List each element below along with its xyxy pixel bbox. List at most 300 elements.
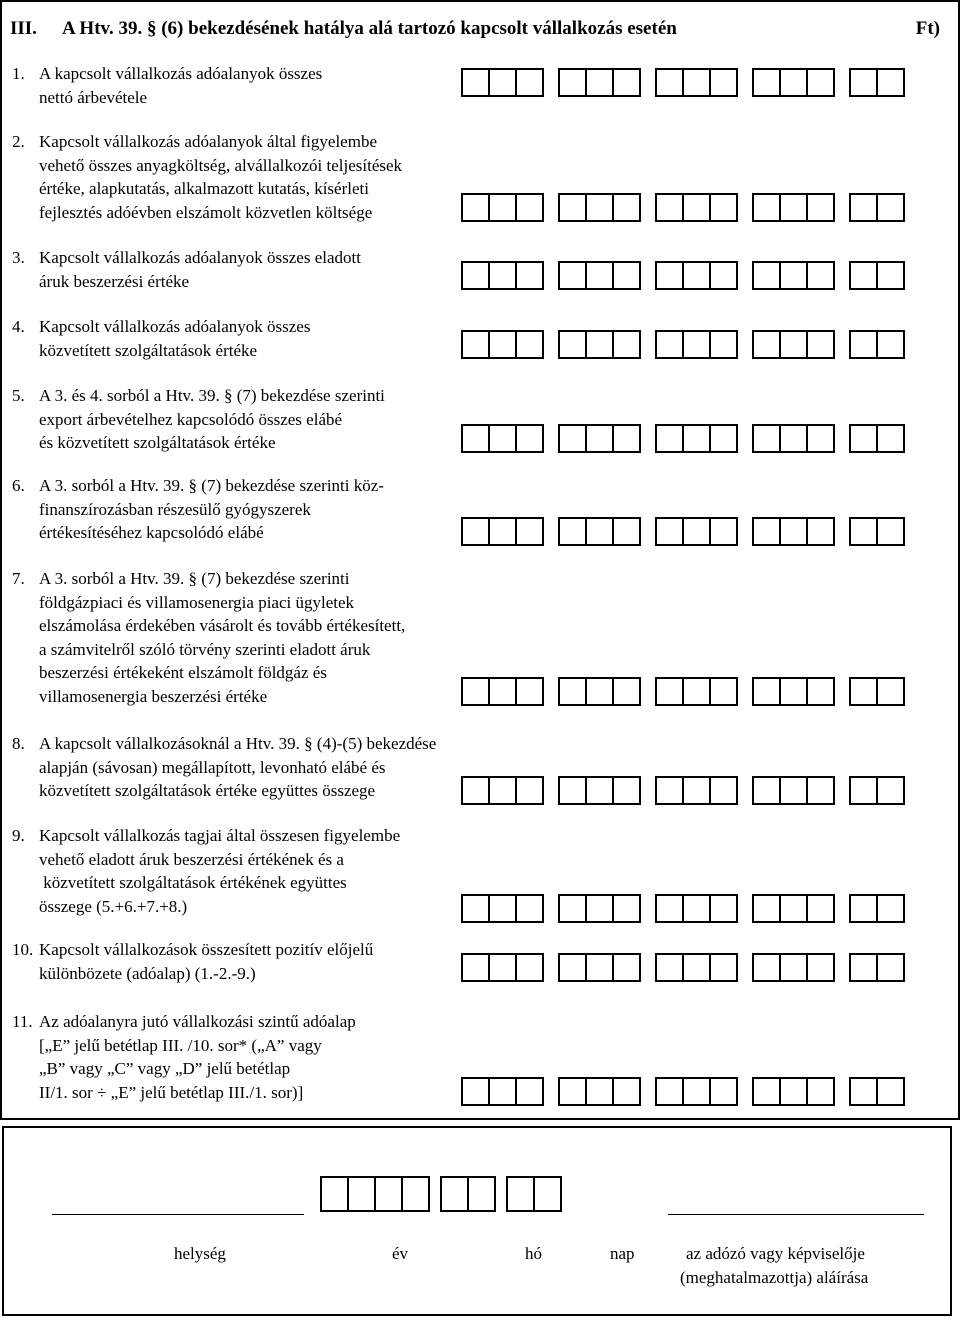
digit-box[interactable] bbox=[682, 776, 711, 805]
row-3-amount-boxes bbox=[461, 261, 905, 289]
section-title: A Htv. 39. § (6) bekezdésének hatálya alá tartozó kapcsolt vállalkozás esetén bbox=[62, 18, 677, 39]
digit-box[interactable] bbox=[488, 261, 517, 290]
digit-group bbox=[558, 517, 641, 545]
digit-box[interactable] bbox=[876, 517, 905, 546]
digit-box[interactable] bbox=[461, 424, 490, 453]
row-9-amount-boxes bbox=[461, 894, 905, 922]
digit-group bbox=[558, 68, 641, 96]
digit-box[interactable] bbox=[558, 894, 587, 923]
digit-box[interactable] bbox=[849, 953, 878, 982]
digit-box[interactable] bbox=[515, 330, 544, 359]
row-description-line: A 3. és 4. sorból a Htv. 39. § (7) bekezdése szerinti bbox=[39, 386, 385, 405]
row-number: 9. bbox=[12, 826, 25, 845]
digit-group bbox=[655, 677, 738, 705]
digit-group bbox=[752, 677, 835, 705]
digit-box[interactable] bbox=[876, 330, 905, 359]
digit-box[interactable] bbox=[461, 261, 490, 290]
digit-box[interactable] bbox=[612, 953, 641, 982]
digit-box[interactable] bbox=[709, 1077, 738, 1106]
row-number: 5. bbox=[12, 386, 25, 405]
digit-group bbox=[461, 261, 544, 289]
digit-box[interactable] bbox=[806, 68, 835, 97]
digit-box[interactable] bbox=[682, 330, 711, 359]
digit-group bbox=[752, 953, 835, 981]
digit-group bbox=[849, 953, 905, 981]
digit-box[interactable] bbox=[655, 894, 684, 923]
row-description-line: áruk beszerzési értéke bbox=[39, 271, 190, 291]
digit-box[interactable] bbox=[612, 677, 641, 706]
digit-box[interactable] bbox=[806, 953, 835, 982]
digit-box[interactable] bbox=[752, 953, 781, 982]
row-description bbox=[39, 938, 479, 985]
year-label: év bbox=[392, 1244, 409, 1263]
digit-box[interactable] bbox=[806, 193, 835, 222]
digit-box[interactable] bbox=[806, 424, 835, 453]
digit-box[interactable] bbox=[682, 1077, 711, 1106]
row-number: 7. bbox=[12, 569, 25, 588]
row-description-line: Kapcsolt vállalkozás adóalanyok összes eladott bbox=[39, 248, 361, 267]
digit-box[interactable] bbox=[709, 517, 738, 546]
digit-box[interactable] bbox=[806, 330, 835, 359]
digit-box[interactable] bbox=[585, 953, 614, 982]
digit-box[interactable] bbox=[585, 1077, 614, 1106]
row-description-line: fejlesztés adóévben elszámolt közvetlen költsége bbox=[39, 202, 373, 222]
row-description-line: II/1. sor ÷ „E” jelű betétlap III./1. sor)] bbox=[39, 1082, 304, 1102]
digit-box[interactable] bbox=[849, 330, 878, 359]
digit-group bbox=[849, 261, 905, 289]
row-description bbox=[39, 567, 479, 708]
row-description bbox=[39, 474, 479, 545]
digit-group bbox=[655, 261, 738, 289]
row-description-line: Kapcsolt vállalkozás adóalanyok által figyelembe bbox=[39, 132, 377, 151]
digit-box[interactable] bbox=[585, 776, 614, 805]
digit-box[interactable] bbox=[461, 776, 490, 805]
year-digit-box[interactable] bbox=[320, 1176, 349, 1212]
digit-box[interactable] bbox=[515, 193, 544, 222]
row-description-line: földgázpiaci és villamosenergia piaci ügyletek bbox=[39, 592, 355, 612]
row-number: 4. bbox=[12, 317, 25, 336]
digit-group bbox=[849, 68, 905, 96]
digit-box[interactable] bbox=[752, 894, 781, 923]
digit-group bbox=[849, 424, 905, 452]
digit-box[interactable] bbox=[461, 68, 490, 97]
digit-group bbox=[849, 1077, 905, 1105]
digit-box[interactable] bbox=[709, 776, 738, 805]
digit-group bbox=[461, 517, 544, 545]
digit-box[interactable] bbox=[488, 424, 517, 453]
digit-box[interactable] bbox=[655, 677, 684, 706]
row-description-line: értéke, alapkutatás, alkalmazott kutatás, kísérleti bbox=[39, 179, 369, 198]
digit-box[interactable] bbox=[752, 424, 781, 453]
digit-box[interactable] bbox=[461, 193, 490, 222]
digit-box[interactable] bbox=[682, 894, 711, 923]
digit-box[interactable] bbox=[655, 68, 684, 97]
digit-box[interactable] bbox=[709, 193, 738, 222]
digit-box[interactable] bbox=[849, 517, 878, 546]
digit-box[interactable] bbox=[876, 1077, 905, 1106]
digit-box[interactable] bbox=[779, 1077, 808, 1106]
row-description-line: közvetített szolgáltatások értéke bbox=[39, 340, 258, 360]
digit-box[interactable] bbox=[612, 68, 641, 97]
row-number: 11. bbox=[12, 1012, 33, 1031]
digit-box[interactable] bbox=[558, 68, 587, 97]
digit-box[interactable] bbox=[709, 68, 738, 97]
digit-box[interactable] bbox=[585, 677, 614, 706]
year-digit-box[interactable] bbox=[401, 1176, 430, 1212]
digit-group bbox=[558, 776, 641, 804]
digit-group bbox=[461, 894, 544, 922]
month-boxes bbox=[440, 1176, 496, 1212]
digit-box[interactable] bbox=[806, 776, 835, 805]
digit-group bbox=[655, 330, 738, 358]
digit-box[interactable] bbox=[876, 776, 905, 805]
form-body bbox=[0, 50, 960, 1120]
signer-label-1: az adózó vagy képviselője bbox=[686, 1244, 865, 1263]
row-description bbox=[39, 130, 479, 224]
digit-box[interactable] bbox=[515, 424, 544, 453]
digit-box[interactable] bbox=[779, 68, 808, 97]
digit-group bbox=[752, 776, 835, 804]
digit-box[interactable] bbox=[876, 68, 905, 97]
digit-box[interactable] bbox=[515, 953, 544, 982]
digit-box[interactable] bbox=[515, 517, 544, 546]
digit-box[interactable] bbox=[849, 193, 878, 222]
digit-box[interactable] bbox=[876, 677, 905, 706]
digit-box[interactable] bbox=[488, 776, 517, 805]
digit-box[interactable] bbox=[779, 193, 808, 222]
digit-group bbox=[752, 517, 835, 545]
digit-box[interactable] bbox=[515, 68, 544, 97]
digit-box[interactable] bbox=[709, 677, 738, 706]
row-description-line: értékesítéséhez kapcsolódó elábé bbox=[39, 523, 264, 542]
digit-box[interactable] bbox=[849, 677, 878, 706]
digit-group bbox=[849, 330, 905, 358]
digit-box[interactable] bbox=[515, 894, 544, 923]
digit-box[interactable] bbox=[849, 68, 878, 97]
row-description-line: Kapcsolt vállalkozás tagjai által összesen figyelembe bbox=[39, 826, 401, 845]
digit-box[interactable] bbox=[558, 776, 587, 805]
digit-box[interactable] bbox=[655, 776, 684, 805]
digit-box[interactable] bbox=[585, 894, 614, 923]
digit-group bbox=[461, 1077, 544, 1105]
digit-group bbox=[461, 68, 544, 96]
digit-box[interactable] bbox=[515, 677, 544, 706]
digit-box[interactable] bbox=[752, 68, 781, 97]
place-label: helység bbox=[174, 1244, 226, 1263]
digit-group bbox=[558, 1077, 641, 1105]
digit-box[interactable] bbox=[558, 424, 587, 453]
digit-box[interactable] bbox=[515, 261, 544, 290]
digit-group bbox=[558, 953, 641, 981]
digit-box[interactable] bbox=[806, 261, 835, 290]
digit-box[interactable] bbox=[515, 1077, 544, 1106]
row-description-line: „B” vagy „C” vagy „D” jelű betétlap bbox=[39, 1059, 291, 1078]
digit-box[interactable] bbox=[585, 424, 614, 453]
row-description-line: összege (5.+6.+7.+8.) bbox=[39, 896, 188, 916]
digit-box[interactable] bbox=[806, 677, 835, 706]
digit-group bbox=[752, 424, 835, 452]
digit-box[interactable] bbox=[752, 1077, 781, 1106]
digit-box[interactable] bbox=[488, 193, 517, 222]
digit-box[interactable] bbox=[682, 193, 711, 222]
digit-group bbox=[849, 193, 905, 221]
digit-box[interactable] bbox=[488, 677, 517, 706]
digit-box[interactable] bbox=[655, 953, 684, 982]
row-description-line: alapján (sávosan) megállapított, levonható elábé és bbox=[39, 757, 386, 777]
digit-box[interactable] bbox=[876, 953, 905, 982]
section-number: III. bbox=[10, 18, 37, 39]
digit-group bbox=[655, 68, 738, 96]
year-boxes bbox=[320, 1176, 430, 1212]
month-label: hó bbox=[525, 1244, 542, 1263]
place-line[interactable] bbox=[52, 1214, 304, 1215]
digit-group bbox=[558, 424, 641, 452]
digit-box[interactable] bbox=[585, 193, 614, 222]
digit-group bbox=[558, 193, 641, 221]
digit-box[interactable] bbox=[488, 953, 517, 982]
digit-box[interactable] bbox=[709, 953, 738, 982]
digit-box[interactable] bbox=[558, 1077, 587, 1106]
digit-box[interactable] bbox=[558, 517, 587, 546]
digit-box[interactable] bbox=[876, 894, 905, 923]
row-description-line: vehető összes anyagköltség, alvállalkozói teljesítések bbox=[39, 155, 403, 175]
digit-box[interactable] bbox=[709, 261, 738, 290]
digit-group bbox=[655, 193, 738, 221]
digit-box[interactable] bbox=[585, 517, 614, 546]
digit-box[interactable] bbox=[709, 424, 738, 453]
digit-box[interactable] bbox=[779, 517, 808, 546]
digit-group bbox=[752, 193, 835, 221]
row-description bbox=[39, 384, 479, 455]
digit-box[interactable] bbox=[779, 261, 808, 290]
digit-box[interactable] bbox=[682, 517, 711, 546]
date-boxes bbox=[320, 1176, 572, 1212]
row-description-line: a számvitelről szóló törvény szerinti eladott áruk bbox=[39, 639, 371, 659]
row-description-line: Az adóalanyra jutó vállalkozási szintű adóalap bbox=[39, 1012, 356, 1031]
digit-box[interactable] bbox=[849, 776, 878, 805]
digit-box[interactable] bbox=[488, 517, 517, 546]
digit-box[interactable] bbox=[585, 261, 614, 290]
digit-group bbox=[752, 261, 835, 289]
digit-box[interactable] bbox=[655, 1077, 684, 1106]
digit-box[interactable] bbox=[709, 330, 738, 359]
digit-box[interactable] bbox=[655, 517, 684, 546]
row-description-line: A 3. sorból a Htv. 39. § (7) bekezdése szerinti bbox=[39, 569, 350, 588]
row-10-amount-boxes bbox=[461, 953, 905, 981]
digit-box[interactable] bbox=[612, 261, 641, 290]
digit-box[interactable] bbox=[585, 68, 614, 97]
digit-box[interactable] bbox=[515, 776, 544, 805]
digit-box[interactable] bbox=[612, 1077, 641, 1106]
digit-box[interactable] bbox=[612, 330, 641, 359]
row-description-line: közvetített szolgáltatások értékének együttes bbox=[39, 873, 347, 892]
digit-box[interactable] bbox=[682, 261, 711, 290]
digit-box[interactable] bbox=[806, 517, 835, 546]
digit-box[interactable] bbox=[752, 261, 781, 290]
signer-label-2: (meghatalmazottja) aláírása bbox=[680, 1268, 869, 1287]
row-description-line: A 3. sorból a Htv. 39. § (7) bekezdése szerinti köz- bbox=[39, 476, 384, 495]
digit-box[interactable] bbox=[612, 517, 641, 546]
digit-box[interactable] bbox=[612, 193, 641, 222]
digit-box[interactable] bbox=[612, 776, 641, 805]
unit-label: Ft) bbox=[915, 18, 940, 39]
digit-box[interactable] bbox=[806, 894, 835, 923]
digit-box[interactable] bbox=[779, 894, 808, 923]
row-number: 3. bbox=[12, 248, 25, 267]
digit-group bbox=[752, 894, 835, 922]
digit-box[interactable] bbox=[461, 953, 490, 982]
row-description-line: Kapcsolt vállalkozások összesített pozitív előjelű bbox=[39, 940, 374, 959]
row-description-line: Kapcsolt vállalkozás adóalanyok összes bbox=[39, 317, 311, 336]
digit-group bbox=[558, 894, 641, 922]
digit-box[interactable] bbox=[461, 894, 490, 923]
digit-box[interactable] bbox=[876, 261, 905, 290]
row-5-amount-boxes bbox=[461, 424, 905, 452]
digit-box[interactable] bbox=[612, 894, 641, 923]
digit-group bbox=[752, 330, 835, 358]
row-description-line: A kapcsolt vállalkozás adóalanyok összes bbox=[39, 64, 323, 83]
digit-box[interactable] bbox=[682, 953, 711, 982]
digit-box[interactable] bbox=[849, 1077, 878, 1106]
digit-group bbox=[655, 953, 738, 981]
digit-box[interactable] bbox=[779, 776, 808, 805]
digit-group bbox=[461, 953, 544, 981]
digit-box[interactable] bbox=[779, 424, 808, 453]
digit-group bbox=[849, 677, 905, 705]
digit-box[interactable] bbox=[655, 193, 684, 222]
digit-group bbox=[849, 894, 905, 922]
digit-box[interactable] bbox=[558, 261, 587, 290]
digit-box[interactable] bbox=[752, 193, 781, 222]
row-description-line: export árbevételhez kapcsolódó összes elábé bbox=[39, 409, 343, 429]
digit-box[interactable] bbox=[655, 424, 684, 453]
digit-box[interactable] bbox=[876, 193, 905, 222]
row-description-line: különbözete (adóalap) (1.-2.-9.) bbox=[39, 963, 256, 983]
row-number: 6. bbox=[12, 476, 25, 495]
row-description bbox=[39, 1010, 479, 1104]
digit-box[interactable] bbox=[849, 261, 878, 290]
year-digit-box[interactable] bbox=[347, 1176, 376, 1212]
day-digit-box[interactable] bbox=[506, 1176, 535, 1212]
digit-box[interactable] bbox=[558, 677, 587, 706]
digit-group bbox=[849, 517, 905, 545]
digit-box[interactable] bbox=[752, 517, 781, 546]
digit-group bbox=[461, 424, 544, 452]
digit-box[interactable] bbox=[876, 424, 905, 453]
digit-box[interactable] bbox=[655, 261, 684, 290]
section-header bbox=[0, 0, 960, 50]
day-boxes bbox=[506, 1176, 562, 1212]
digit-box[interactable] bbox=[558, 953, 587, 982]
digit-box[interactable] bbox=[461, 330, 490, 359]
signature-block bbox=[2, 1126, 952, 1316]
digit-box[interactable] bbox=[585, 330, 614, 359]
digit-group bbox=[655, 1077, 738, 1105]
month-digit-box[interactable] bbox=[467, 1176, 496, 1212]
row-number: 10. bbox=[12, 940, 34, 959]
digit-group bbox=[461, 776, 544, 804]
row-description-line: vehető eladott áruk beszerzési értékének és a bbox=[39, 849, 344, 869]
row-description bbox=[39, 62, 479, 109]
digit-box[interactable] bbox=[752, 330, 781, 359]
row-number: 1. bbox=[12, 64, 25, 83]
row-description-line: nettó árbevétele bbox=[39, 87, 148, 107]
digit-group bbox=[461, 193, 544, 221]
row-8-amount-boxes bbox=[461, 776, 905, 804]
digit-box[interactable] bbox=[488, 330, 517, 359]
digit-group bbox=[752, 1077, 835, 1105]
digit-box[interactable] bbox=[779, 953, 808, 982]
row-description-line: A kapcsolt vállalkozásoknál a Htv. 39. § (4)-(5) bekezdése bbox=[39, 734, 437, 753]
digit-box[interactable] bbox=[488, 68, 517, 97]
day-label: nap bbox=[610, 1244, 635, 1263]
digit-box[interactable] bbox=[806, 1077, 835, 1106]
row-description bbox=[39, 732, 479, 803]
row-1-amount-boxes bbox=[461, 68, 905, 96]
digit-group bbox=[849, 776, 905, 804]
row-description-line: beszerzési értékeként elszámolt földgáz és bbox=[39, 663, 327, 682]
digit-box[interactable] bbox=[558, 330, 587, 359]
row-7-amount-boxes bbox=[461, 677, 905, 705]
day-digit-box[interactable] bbox=[533, 1176, 562, 1212]
digit-box[interactable] bbox=[682, 424, 711, 453]
row-description bbox=[39, 246, 479, 293]
digit-group bbox=[461, 330, 544, 358]
row-description-line: közvetített szolgáltatások értéke együttes összege bbox=[39, 781, 376, 800]
digit-box[interactable] bbox=[779, 330, 808, 359]
row-number: 2. bbox=[12, 132, 25, 151]
digit-group bbox=[655, 424, 738, 452]
digit-group bbox=[558, 330, 641, 358]
digit-box[interactable] bbox=[682, 68, 711, 97]
digit-box[interactable] bbox=[655, 330, 684, 359]
digit-box[interactable] bbox=[709, 894, 738, 923]
digit-box[interactable] bbox=[752, 776, 781, 805]
row-description-line: [„E” jelű betétlap III. /10. sor* („A” vagy bbox=[39, 1035, 322, 1055]
month-digit-box[interactable] bbox=[440, 1176, 469, 1212]
year-digit-box[interactable] bbox=[374, 1176, 403, 1212]
digit-box[interactable] bbox=[488, 1077, 517, 1106]
row-description-line: elszámolása érdekében vásárolt és tovább értékesített, bbox=[39, 616, 406, 635]
row-2-amount-boxes bbox=[461, 193, 905, 221]
digit-box[interactable] bbox=[488, 894, 517, 923]
digit-group bbox=[655, 517, 738, 545]
digit-box[interactable] bbox=[752, 677, 781, 706]
digit-box[interactable] bbox=[612, 424, 641, 453]
digit-box[interactable] bbox=[558, 193, 587, 222]
row-description-line: és közvetített szolgáltatások értéke bbox=[39, 433, 276, 452]
digit-group bbox=[752, 68, 835, 96]
row-description bbox=[39, 824, 479, 918]
digit-group bbox=[461, 677, 544, 705]
row-description bbox=[39, 315, 479, 362]
digit-box[interactable] bbox=[779, 677, 808, 706]
signature-line[interactable] bbox=[668, 1214, 924, 1215]
row-description-line: finanszírozásban részesülő gyógyszerek bbox=[39, 499, 311, 519]
digit-group bbox=[655, 894, 738, 922]
digit-box[interactable] bbox=[682, 677, 711, 706]
row-11-amount-boxes bbox=[461, 1077, 905, 1105]
row-description-line: villamosenergia beszerzési értéke bbox=[39, 686, 268, 706]
digit-box[interactable] bbox=[849, 424, 878, 453]
digit-box[interactable] bbox=[461, 677, 490, 706]
digit-box[interactable] bbox=[461, 1077, 490, 1106]
row-6-amount-boxes bbox=[461, 517, 905, 545]
digit-box[interactable] bbox=[849, 894, 878, 923]
digit-group bbox=[655, 776, 738, 804]
row-4-amount-boxes bbox=[461, 330, 905, 358]
digit-box[interactable] bbox=[461, 517, 490, 546]
